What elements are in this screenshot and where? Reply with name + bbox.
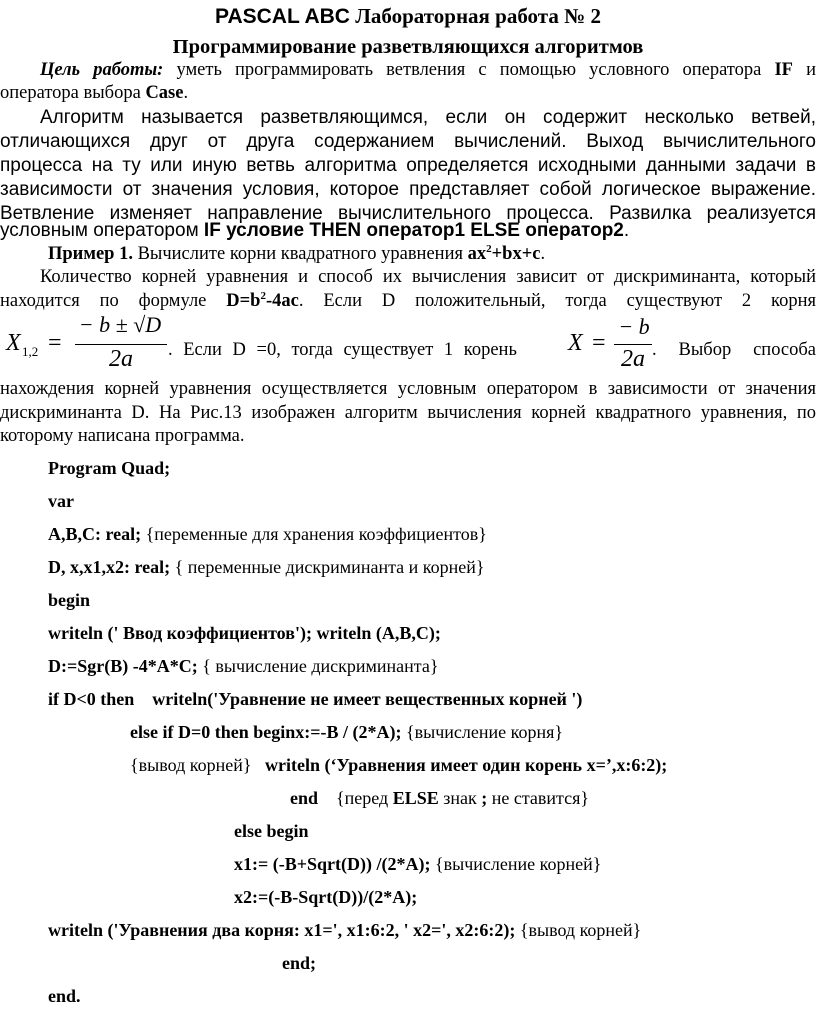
algo-last-suffix: . bbox=[623, 220, 630, 241]
algo-line-4: зависимости от значения условия, которое представляет собой логическое выражение. bbox=[0, 179, 816, 200]
code-comment: {вывод корней} bbox=[130, 755, 252, 775]
formula1-equals: = bbox=[48, 330, 62, 356]
code-text: else begin bbox=[234, 821, 309, 841]
code-comment: {переменные для хранения коэффициентов} bbox=[141, 524, 487, 544]
code-comment: не ставится} bbox=[487, 788, 590, 808]
code-comment: знак bbox=[438, 788, 482, 808]
formula2-equals: = bbox=[592, 330, 606, 356]
code-text: x2:=(-B-Sqrt(D))/(2*A); bbox=[234, 887, 418, 907]
formula2-lhs: X bbox=[568, 330, 583, 356]
code-comment: { переменные дискриминанта и корней} bbox=[170, 557, 485, 577]
disc-line-2 bbox=[0, 290, 816, 313]
code-line-5 bbox=[48, 590, 90, 611]
code-line-6 bbox=[48, 623, 441, 644]
title-lab: Лабораторная работа № 2 bbox=[355, 4, 601, 28]
code-text: writeln (' Ввод коэффициентов'); writeln (A,B,C); bbox=[48, 623, 441, 643]
code-line-4 bbox=[48, 557, 485, 578]
goal-case-keyword: Case bbox=[145, 83, 184, 103]
algo-line-2: отличающихся друг от друга содержанием вычислений. Выход вычислительного bbox=[0, 131, 816, 152]
example-equation bbox=[468, 244, 541, 264]
code-text: var bbox=[48, 491, 74, 511]
formula1-lhs: X bbox=[6, 330, 21, 356]
algo-if-syntax: IF условие THEN оператор1 ELSE оператор2 bbox=[203, 220, 624, 241]
code-comment: {вычисление корня} bbox=[401, 722, 564, 742]
eq-sup: 2 bbox=[486, 243, 492, 255]
code-line-9 bbox=[130, 722, 563, 743]
code-comment: {вычисление корней} bbox=[430, 854, 602, 874]
formula2-denominator: 2a bbox=[621, 346, 645, 372]
code-comment: {вывод корней} bbox=[515, 920, 642, 940]
code-comment-bold: ELSE bbox=[392, 788, 439, 808]
code-comment: { вычисление дискриминанта} bbox=[197, 656, 439, 676]
formula2-numerator: − b bbox=[618, 314, 650, 339]
eq-b: +bx+c bbox=[491, 244, 541, 264]
code-line-14 bbox=[234, 887, 417, 908]
example-label: Пример 1. bbox=[48, 244, 133, 264]
disc-text-1: Количество корней уравнения и способ их вычисления зависит от дискриминанта, который bbox=[40, 267, 816, 287]
goal-text-2: оператора выбора bbox=[0, 83, 146, 103]
code-text: D, x,x1,x2: real; bbox=[48, 557, 171, 577]
goal-label: Цель работы: bbox=[40, 60, 164, 80]
goal-text-1-end: и bbox=[792, 60, 816, 80]
code-line-17 bbox=[48, 986, 81, 1007]
disc-text-2a: находится по формуле bbox=[0, 291, 227, 311]
code-text: end. bbox=[48, 986, 81, 1006]
algo-text-1: Алгоритм называется разветвляющимся, если он содержит несколько ветвей, bbox=[40, 107, 816, 128]
disc-line-1 bbox=[0, 266, 816, 289]
code-text: x1:= (-B+Sqrt(D)) /(2*A); bbox=[234, 854, 431, 874]
disc-formula-sup: 2 bbox=[260, 290, 266, 302]
disc-mid-text: . Если D =0, тогда существует 1 корень bbox=[168, 340, 517, 360]
formula1-subscript: 1,2 bbox=[22, 344, 39, 359]
code-line-2 bbox=[48, 491, 74, 512]
goal-text-2-end: . bbox=[183, 83, 189, 103]
code-text: D:=Sgr(B) -4*A*C; bbox=[48, 656, 198, 676]
code-text: A,B,C: real; bbox=[48, 524, 142, 544]
code-text: end; bbox=[282, 953, 317, 973]
code-line-15 bbox=[48, 920, 641, 941]
disc-line-5: дискриминанта D. На Рис.13 изображен алгоритм вычисления корней квадратного уравнения, по bbox=[0, 403, 816, 423]
formula2-fraction-bar bbox=[614, 344, 652, 345]
algo-last-prefix: условным оператором bbox=[0, 220, 204, 241]
disc-formula-a: D=b bbox=[226, 291, 261, 311]
goal-text-1: уметь программировать ветвления с помощью условного оператора bbox=[163, 60, 775, 80]
code-comment-bold: ; bbox=[481, 788, 488, 808]
code-line-16 bbox=[282, 953, 316, 974]
algo-line-3: процесса на ту или иную ветвь алгоритма определяется исходными данными задачи в bbox=[0, 155, 816, 176]
formula1-denominator: 2a bbox=[109, 346, 133, 372]
code-text: else if D=0 then beginx:=-B / (2*A); bbox=[130, 722, 402, 742]
code-text: writeln (‘Уравнения имеет один корень x=’,x:6:2); bbox=[251, 755, 668, 775]
algo-line-5: Ветвление изменяет направление вычислительного процесса. Развилка реализуется bbox=[0, 203, 816, 224]
code-comment: {перед bbox=[318, 788, 393, 808]
disc-formula bbox=[226, 291, 299, 311]
code-line-12 bbox=[234, 821, 309, 842]
code-line-13 bbox=[234, 854, 601, 875]
goal-if-keyword: IF bbox=[774, 60, 793, 80]
disc-formula-b: -4ac bbox=[265, 291, 299, 311]
formula1-numerator: − b ± √D bbox=[78, 312, 162, 337]
code-line-11 bbox=[290, 788, 589, 809]
disc-tail-text: . Выбор способа bbox=[652, 340, 816, 360]
example-text: Вычислите корни квадратного уравнения bbox=[132, 244, 468, 264]
title-app: PASCAL ABC bbox=[215, 5, 350, 28]
example-line bbox=[48, 243, 545, 266]
goal-line-1 bbox=[0, 59, 816, 82]
code-text: end bbox=[290, 788, 319, 808]
disc-line-4: нахождения корней уравнения осуществляется условным оператором в зависимости от значения bbox=[0, 379, 816, 399]
algo-line-6 bbox=[0, 219, 629, 243]
code-text: Program Quad; bbox=[48, 458, 171, 478]
eq-end: . bbox=[540, 244, 546, 264]
code-line-10 bbox=[130, 755, 667, 776]
code-text: writeln ('Уравнения два корня: x1=', x1:6:2, ' x2=', x2:6:2); bbox=[48, 920, 516, 940]
disc-line-6: которому написана программа. bbox=[0, 426, 245, 446]
page-title bbox=[0, 4, 816, 29]
formula1-fraction-bar bbox=[75, 344, 167, 345]
code-line-1 bbox=[48, 458, 170, 479]
code-text: begin bbox=[48, 590, 91, 610]
code-line-3 bbox=[48, 524, 487, 545]
algo-line-1 bbox=[0, 106, 816, 130]
code-line-8 bbox=[48, 689, 582, 710]
goal-line-2 bbox=[0, 82, 188, 105]
code-text: if D<0 then writeln('Уравнение не имеет вещественных корней ') bbox=[48, 689, 583, 709]
eq-a: ax bbox=[467, 244, 487, 264]
disc-text-2b: . Если D положительный, тогда существуют 2 корня bbox=[298, 291, 816, 311]
code-line-7 bbox=[48, 656, 439, 677]
page-subtitle: Программирование разветвляющихся алгоритмов bbox=[172, 36, 644, 58]
